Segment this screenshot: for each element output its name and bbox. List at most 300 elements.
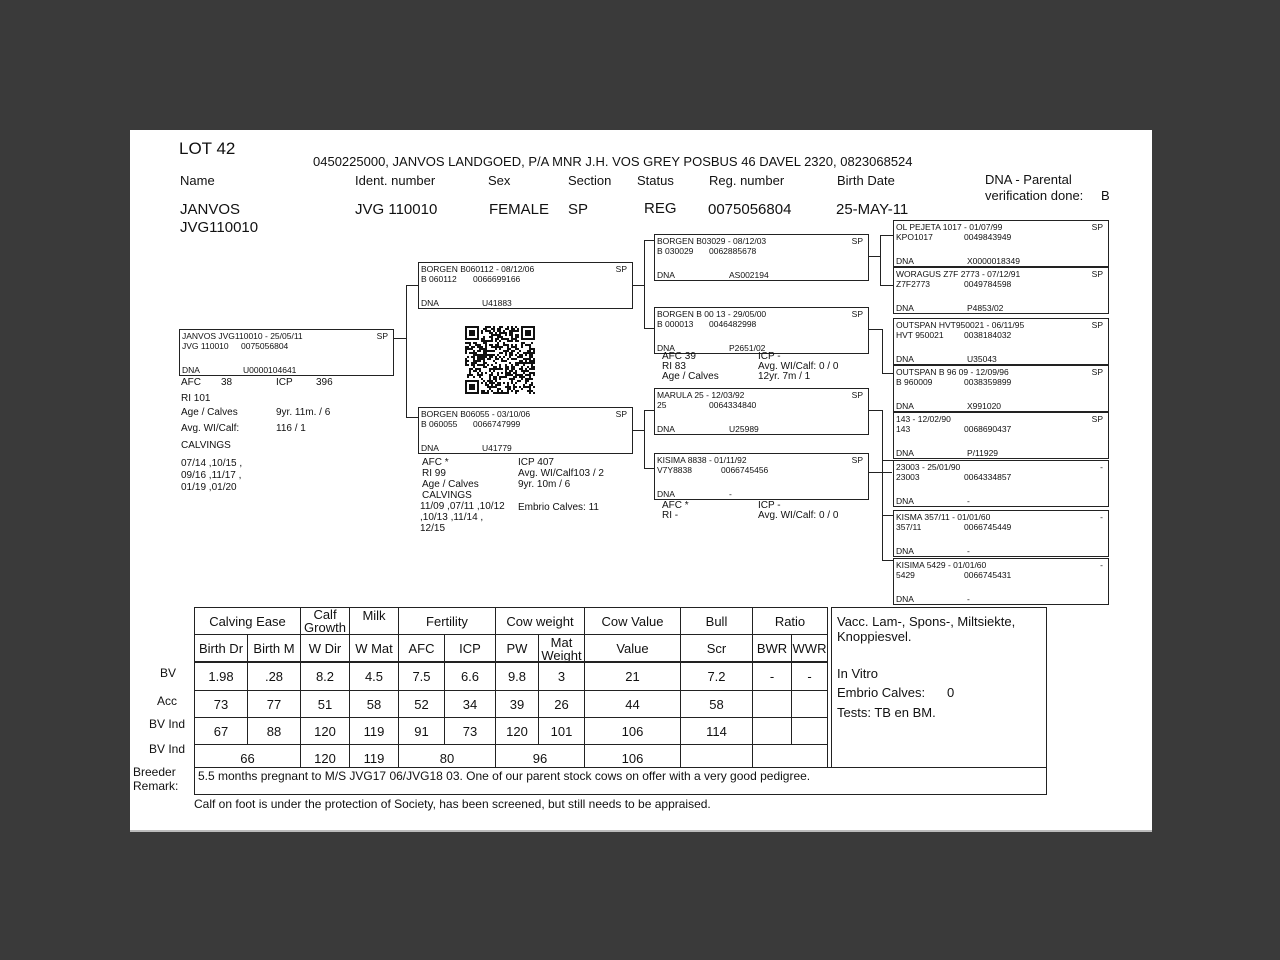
qr-module xyxy=(475,360,477,362)
qr-module xyxy=(495,344,497,346)
box-section: SP xyxy=(851,236,863,246)
notes-box xyxy=(831,607,1047,769)
col-w-mat: W Mat xyxy=(350,635,399,663)
col-scr: Scr xyxy=(681,635,753,663)
footer-note: Calf on foot is under the protection of Society, has been screened, but still needs to be appraised. xyxy=(194,797,711,811)
qr-module xyxy=(479,360,481,362)
qr-module xyxy=(527,386,529,388)
gp-ri: RI 83 xyxy=(662,361,686,372)
qr-module xyxy=(521,376,523,378)
qr-module xyxy=(491,344,493,346)
box-reg: 0075056804 xyxy=(241,341,289,351)
qr-module xyxy=(503,350,505,352)
qr-module xyxy=(495,332,497,334)
qr-module xyxy=(531,368,533,370)
gp-ri: RI - xyxy=(662,510,679,521)
bv-cell: 21 xyxy=(585,662,681,691)
qr-module xyxy=(473,356,475,358)
qr-module xyxy=(471,348,473,350)
calvings-line: 07/14 ,10/15 , xyxy=(181,458,243,469)
qr-module xyxy=(485,350,487,352)
qr-module xyxy=(483,360,485,362)
box-section: SP xyxy=(851,390,863,400)
connector xyxy=(868,329,882,330)
qr-module xyxy=(495,356,497,358)
qr-module xyxy=(479,350,481,352)
box-dna-label: DNA xyxy=(896,354,914,364)
qr-module xyxy=(495,378,497,380)
qr-module xyxy=(519,368,521,370)
qr-module xyxy=(495,346,497,348)
icp-value: 396 xyxy=(316,377,333,388)
bvind2-cell: 66 xyxy=(195,745,301,772)
qr-module xyxy=(481,338,483,340)
box-reg: 0064334857 xyxy=(964,472,1012,482)
qr-module xyxy=(469,344,471,346)
box-dna: U0000104641 xyxy=(243,365,297,375)
qr-module xyxy=(507,346,509,348)
qr-module xyxy=(489,332,491,334)
qr-module xyxy=(531,362,533,364)
group-cow-weight: Cow weight xyxy=(496,608,585,635)
qr-module xyxy=(469,372,471,374)
qr-module xyxy=(499,392,501,394)
qr-module xyxy=(465,346,467,348)
qr-module xyxy=(499,382,501,384)
box-title: MARULA 25 - 12/03/92 xyxy=(657,390,745,400)
dam-calvings-line: 11/09 ,07/11 ,10/12 xyxy=(420,501,505,512)
qr-module xyxy=(475,362,477,364)
qr-module xyxy=(529,356,531,358)
box-dna: U41779 xyxy=(482,443,512,453)
qr-module xyxy=(499,334,501,336)
box-dna: U41883 xyxy=(482,298,512,308)
mat-weight-line2: Weight xyxy=(541,647,582,663)
qr-module xyxy=(533,350,535,352)
row-label-bv-ind-combined: BV Ind xyxy=(149,742,186,756)
qr-module xyxy=(497,342,499,344)
qr-module xyxy=(503,344,505,346)
qr-module xyxy=(493,326,495,328)
qr-module xyxy=(533,386,535,388)
qr-module xyxy=(481,340,483,342)
qr-module xyxy=(531,378,533,380)
ident-label: Ident. number xyxy=(355,173,436,188)
qr-module xyxy=(511,340,513,342)
qr-module xyxy=(513,358,515,360)
qr-module xyxy=(531,354,533,356)
age-calves-label: Age / Calves xyxy=(181,407,238,418)
vaccination-line1: Vacc. Lam-, Spons-, Miltsiekte, xyxy=(837,614,1016,629)
box-reg: 0066745449 xyxy=(964,522,1012,532)
qr-module xyxy=(485,352,487,354)
qr-module xyxy=(499,368,501,370)
qr-module xyxy=(495,380,497,382)
row-label-bv: BV xyxy=(160,666,177,680)
box-dna: P/11929 xyxy=(967,448,999,458)
qr-module xyxy=(521,346,523,348)
box-title: OL PEJETA 1017 - 01/07/99 xyxy=(896,222,1003,232)
qr-module xyxy=(487,392,489,394)
owner-line: 0450225000, JANVOS LANDGOED, P/A MNR J.H. VOS GREY POSBUS 46 DAVEL 2320, 0823068524 xyxy=(313,154,913,169)
box-dna-label: DNA xyxy=(657,489,675,499)
qr-module xyxy=(517,348,519,350)
box-reg: 0066699166 xyxy=(473,274,521,284)
qr-module xyxy=(499,364,501,366)
qr-module xyxy=(529,360,531,362)
qr-module xyxy=(511,366,513,368)
qr-module xyxy=(517,336,519,338)
qr-module xyxy=(511,354,513,356)
box-dna: - xyxy=(967,496,970,506)
great-grandparent-box xyxy=(893,558,1109,605)
qr-module xyxy=(515,362,517,364)
qr-module xyxy=(479,348,481,350)
qr-module xyxy=(525,362,527,364)
qr-module xyxy=(485,328,487,330)
qr-module xyxy=(531,348,533,350)
qr-module xyxy=(529,388,531,390)
qr-module xyxy=(509,334,511,336)
connector xyxy=(644,328,654,329)
qr-module xyxy=(497,338,499,340)
connector xyxy=(644,240,654,241)
qr-module xyxy=(497,344,499,346)
bvind-cell: 73 xyxy=(445,718,496,745)
qr-module xyxy=(525,378,527,380)
qr-module xyxy=(505,370,507,372)
grandparent-box xyxy=(654,453,869,500)
connector xyxy=(406,417,418,418)
dam-age-value: 9yr. 10m / 6 xyxy=(518,479,571,490)
qr-module xyxy=(509,356,511,358)
box-section: SP xyxy=(376,331,388,341)
qr-module xyxy=(529,378,531,380)
qr-module xyxy=(493,386,495,388)
qr-module xyxy=(507,350,509,352)
box-dna: U25989 xyxy=(729,424,759,434)
qr-module xyxy=(521,388,523,390)
qr-module xyxy=(523,386,525,388)
qr-module xyxy=(503,342,505,344)
qr-module xyxy=(525,358,527,360)
qr-module xyxy=(493,328,495,330)
connector xyxy=(880,235,881,285)
qr-module xyxy=(507,392,509,394)
qr-module xyxy=(467,356,469,358)
dna-verification-label: verification done: xyxy=(985,188,1084,203)
qr-module xyxy=(499,388,501,390)
qr-module xyxy=(497,354,499,356)
qr-module xyxy=(509,352,511,354)
qr-module xyxy=(511,382,513,384)
qr-module xyxy=(493,360,495,362)
birth-label: Birth Date xyxy=(837,173,895,188)
qr-module xyxy=(509,330,511,332)
qr-module xyxy=(525,344,527,346)
afc-value: 38 xyxy=(221,377,233,388)
qr-module xyxy=(521,354,523,356)
box-id: KPO1017 xyxy=(896,232,933,242)
qr-finder xyxy=(465,380,479,382)
qr-module xyxy=(483,358,485,360)
qr-module xyxy=(499,366,501,368)
qr-module xyxy=(505,376,507,378)
in-vitro: In Vitro xyxy=(837,666,878,681)
qr-module xyxy=(489,370,491,372)
qr-module xyxy=(509,370,511,372)
qr-module xyxy=(491,334,493,336)
qr-module xyxy=(473,346,475,348)
box-id: JVG 110010 xyxy=(182,341,229,351)
qr-module xyxy=(515,382,517,384)
qr-module xyxy=(473,366,475,368)
group-calf-growth xyxy=(301,608,350,635)
great-grandparent-box xyxy=(893,460,1109,507)
qr-module xyxy=(515,372,517,374)
qr-module xyxy=(479,364,481,366)
great-grandparent-box xyxy=(893,412,1109,459)
qr-module xyxy=(527,380,529,382)
qr-module xyxy=(485,346,487,348)
qr-module xyxy=(533,362,535,364)
afc-label: AFC xyxy=(181,377,201,388)
bv-cell: 9.8 xyxy=(496,662,539,691)
bvind2-cell: 119 xyxy=(350,745,399,772)
animal-name-1: JANVOS xyxy=(180,201,241,218)
qr-module xyxy=(467,376,469,378)
qr-module xyxy=(493,370,495,372)
qr-module xyxy=(513,328,515,330)
bvind-cell: 106 xyxy=(585,718,681,745)
qr-module xyxy=(523,358,525,360)
qr-module xyxy=(515,392,517,394)
bvind2-cell: 106 xyxy=(585,745,681,772)
qr-module xyxy=(465,362,467,364)
qr-module xyxy=(499,348,501,350)
qr-module xyxy=(467,348,469,350)
qr-module xyxy=(517,328,519,330)
bv-cell: 4.5 xyxy=(350,662,399,691)
qr-module xyxy=(531,356,533,358)
bvind-cell: 88 xyxy=(248,718,301,745)
qr-module xyxy=(481,346,483,348)
qr-module xyxy=(533,360,535,362)
connector xyxy=(644,410,654,411)
sire-box xyxy=(418,262,633,309)
qr-module xyxy=(533,392,535,394)
qr-module xyxy=(483,350,485,352)
qr-module xyxy=(489,326,491,328)
qr-module xyxy=(511,350,513,352)
qr-module xyxy=(495,386,497,388)
box-section: SP xyxy=(615,409,627,419)
acc-cell xyxy=(792,691,828,718)
col-icp: ICP xyxy=(445,635,496,663)
bvind-cell: 119 xyxy=(350,718,399,745)
qr-module xyxy=(511,378,513,380)
box-section: SP xyxy=(1091,269,1103,279)
qr-module xyxy=(483,392,485,394)
row-label-acc: Acc xyxy=(157,694,178,708)
qr-module xyxy=(529,350,531,352)
qr-module xyxy=(533,352,535,354)
qr-module xyxy=(523,364,525,366)
qr-module xyxy=(529,354,531,356)
qr-module xyxy=(515,338,517,340)
gp-afc: AFC 39 xyxy=(662,351,696,362)
qr-module xyxy=(497,346,499,348)
qr-module xyxy=(511,370,513,372)
connector xyxy=(880,285,893,286)
qr-module xyxy=(511,352,513,354)
qr-module xyxy=(489,358,491,360)
gp-age-value: 12yr. 7m / 1 xyxy=(758,371,811,382)
qr-module xyxy=(481,372,483,374)
qr-module xyxy=(513,388,515,390)
qr-module xyxy=(517,340,519,342)
qr-module xyxy=(495,376,497,378)
qr-module xyxy=(467,374,469,376)
connector xyxy=(868,256,880,257)
qr-module xyxy=(493,378,495,380)
qr-module xyxy=(485,326,487,328)
acc-cell: 52 xyxy=(399,691,445,718)
qr-module xyxy=(509,378,511,380)
box-id: 23003 xyxy=(896,472,920,482)
box-section: SP xyxy=(1091,320,1103,330)
qr-module xyxy=(525,386,527,388)
qr-module xyxy=(489,344,491,346)
acc-cell: 39 xyxy=(496,691,539,718)
qr-module xyxy=(515,344,517,346)
acc-cell: 26 xyxy=(539,691,585,718)
dam-calvings-line: 12/15 xyxy=(420,523,446,534)
qr-module xyxy=(501,346,503,348)
qr-module xyxy=(489,388,491,390)
qr-module xyxy=(517,362,519,364)
qr-module xyxy=(521,374,523,376)
section-label: Section xyxy=(568,173,612,188)
bvind-cell xyxy=(792,718,828,745)
qr-module xyxy=(513,376,515,378)
box-section: - xyxy=(1100,560,1103,570)
qr-module xyxy=(505,364,507,366)
box-reg: 0066745431 xyxy=(964,570,1012,580)
qr-module xyxy=(507,368,509,370)
acc-cell: 73 xyxy=(195,691,248,718)
qr-module xyxy=(495,358,497,360)
qr-module xyxy=(519,354,521,356)
qr-module xyxy=(513,384,515,386)
dam-box xyxy=(418,407,633,454)
qr-module xyxy=(471,364,473,366)
group-cow-value: Cow Value xyxy=(585,608,681,635)
qr-module xyxy=(523,352,525,354)
qr-module xyxy=(501,336,503,338)
qr-module xyxy=(509,332,511,334)
qr-module xyxy=(479,374,481,376)
qr-module xyxy=(485,344,487,346)
qr-module xyxy=(491,332,493,334)
qr-module xyxy=(515,336,517,338)
qr-module xyxy=(483,328,485,330)
great-grandparent-box xyxy=(893,510,1109,557)
box-dna-label: DNA xyxy=(896,401,914,411)
qr-module xyxy=(505,334,507,336)
box-id: B 000013 xyxy=(657,319,694,329)
qr-module xyxy=(527,344,529,346)
great-grandparent-box xyxy=(893,267,1109,314)
qr-module xyxy=(511,332,513,334)
qr-module xyxy=(479,370,481,372)
qr-module xyxy=(475,354,477,356)
qr-module xyxy=(507,348,509,350)
qr-module xyxy=(521,360,523,362)
qr-module xyxy=(505,392,507,394)
qr-module xyxy=(517,374,519,376)
qr-module xyxy=(527,370,529,372)
qr-module xyxy=(515,354,517,356)
qr-module xyxy=(513,372,515,374)
box-dna-label: DNA xyxy=(896,256,914,266)
animal-birth: 25-MAY-11 xyxy=(836,201,909,218)
calvings-label: CALVINGS xyxy=(181,440,231,451)
box-dna: X0000018349 xyxy=(967,256,1020,266)
qr-module xyxy=(505,350,507,352)
qr-module xyxy=(527,352,529,354)
box-title: JANVOS JVG110010 - 25/05/11 xyxy=(182,331,303,341)
box-reg: 0049784598 xyxy=(964,279,1012,289)
lot-page xyxy=(130,130,1152,832)
box-dna: P4853/02 xyxy=(967,303,1004,313)
qr-module xyxy=(529,386,531,388)
qr-module xyxy=(517,352,519,354)
qr-module xyxy=(529,346,531,348)
box-reg: 0066747999 xyxy=(473,419,521,429)
box-title: BORGEN B 00 13 - 29/05/00 xyxy=(657,309,767,319)
qr-module xyxy=(517,390,519,392)
embrio-calves-value: 0 xyxy=(947,685,955,700)
breeding-values-table xyxy=(194,607,828,663)
qr-finder xyxy=(465,326,467,340)
box-id: Z7F2773 xyxy=(896,279,931,289)
box-title: BORGEN B03029 - 08/12/03 xyxy=(657,236,767,246)
qr-module xyxy=(473,342,475,344)
animal-section: SP xyxy=(568,201,589,218)
qr-module xyxy=(499,326,501,328)
qr-module xyxy=(531,384,533,386)
qr-module xyxy=(479,354,481,356)
qr-module xyxy=(499,328,501,330)
bvind-cell: 101 xyxy=(539,718,585,745)
qr-module xyxy=(507,358,509,360)
box-id: V7Y8838 xyxy=(657,465,692,475)
qr-module xyxy=(505,360,507,362)
qr-module xyxy=(529,384,531,386)
box-title: OUTSPAN B 96 09 - 12/09/96 xyxy=(896,367,1009,377)
qr-module xyxy=(491,350,493,352)
qr-module xyxy=(511,368,513,370)
qr-module xyxy=(503,376,505,378)
qr-module xyxy=(481,356,483,358)
qr-module xyxy=(485,330,487,332)
qr-module xyxy=(511,338,513,340)
connector xyxy=(644,240,645,328)
connector xyxy=(882,460,893,461)
qr-module xyxy=(531,364,533,366)
gp-avg-wi: Avg. WI/Calf: 0 / 0 xyxy=(758,361,839,372)
